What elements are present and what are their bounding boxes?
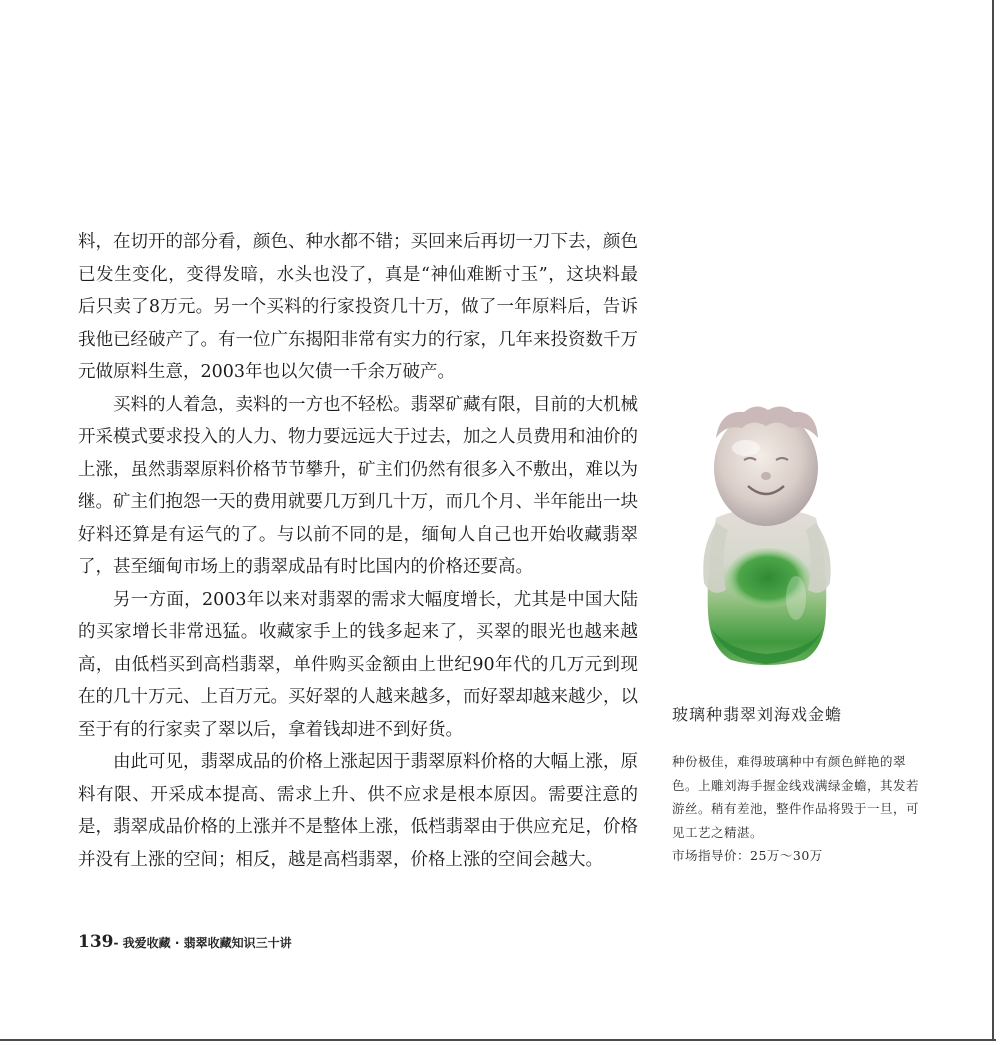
market-price: 市场指导价：25万～30万 (672, 848, 823, 863)
figure-caption-description (672, 750, 922, 868)
paragraph-4: 由此可见，翡翠成品的价格上涨起因于翡翠原料价格的大幅上涨，原料有限、开采成本提高、需求上升、供不应求是根本原因。需要注意的是，翡翠成品价格的上涨并不是整体上涨，低档翡翠由于供应充足，价格并没有上涨的空间；相反，越是高档翡翠，价格上涨的空间会越大。 (78, 752, 638, 870)
page-footer (78, 932, 292, 952)
jade-carving-illustration (686, 398, 846, 673)
main-body-text (78, 226, 638, 876)
jade-carving-photo (686, 398, 846, 673)
figure-description: 种份极佳，难得玻璃种中有颜色鲜艳的翠色。上雕刘海手握金线戏满绿金蟾，其发若游丝。稍有差池，整件作品将毁于一旦，可见工艺之精湛。 (672, 754, 920, 840)
paragraph-1: 料，在切开的部分看，颜色、种水都不错；买回来后再切一刀下去，颜色已发生变化，变得发暗，水头也没了，真是“神仙难断寸玉”，这块料最后只卖了8万元。另一个买料的行家投资几十万，做了一年原料后，告诉我他已经破产了。有一位广东揭阳非常有实力的行家，几年来投资数千万元做原料生意，2003年也以欠债一千余万破产。 (78, 232, 638, 382)
paragraph-2: 买料的人着急，卖料的一方也不轻松。翡翠矿藏有限，目前的大机械开采模式要求投入的人力、物力要远远大于过去，加之人员费用和油价的上涨，虽然翡翠原料价格节节攀升，矿主们仍然有很多入不敷出，难以为继。矿主们抱怨一天的费用就要几万到几十万，而几个月、半年能出一块好料还算是有运气的了。与以前不同的是，缅甸人自己也开始收藏翡翠了，甚至缅甸市场上的翡翠成品有时比国内的价格还要高。 (78, 394, 638, 577)
page-number: 139 (78, 932, 114, 952)
book-title: - 我爱收藏 · 翡翠收藏知识三十讲 (113, 936, 292, 950)
page-edge-bottom (0, 1039, 996, 1041)
figure-caption-title: 玻璃种翡翠刘海戏金蟾 (672, 705, 843, 724)
page-edge-right (992, 0, 994, 1040)
paragraph-3: 另一方面，2003年以来对翡翠的需求大幅度增长，尤其是中国大陆的买家增长非常迅猛。收藏家手上的钱多起来了，买翠的眼光也越来越高，由低档买到高档翡翠，单件购买金额由上世纪90年代的几万元到现在的几十万元、上百万元。买好翠的人越来越多，而好翠却越来越少，以至于有的行家卖了翠以后，拿着钱却进不到好货。 (78, 589, 638, 740)
